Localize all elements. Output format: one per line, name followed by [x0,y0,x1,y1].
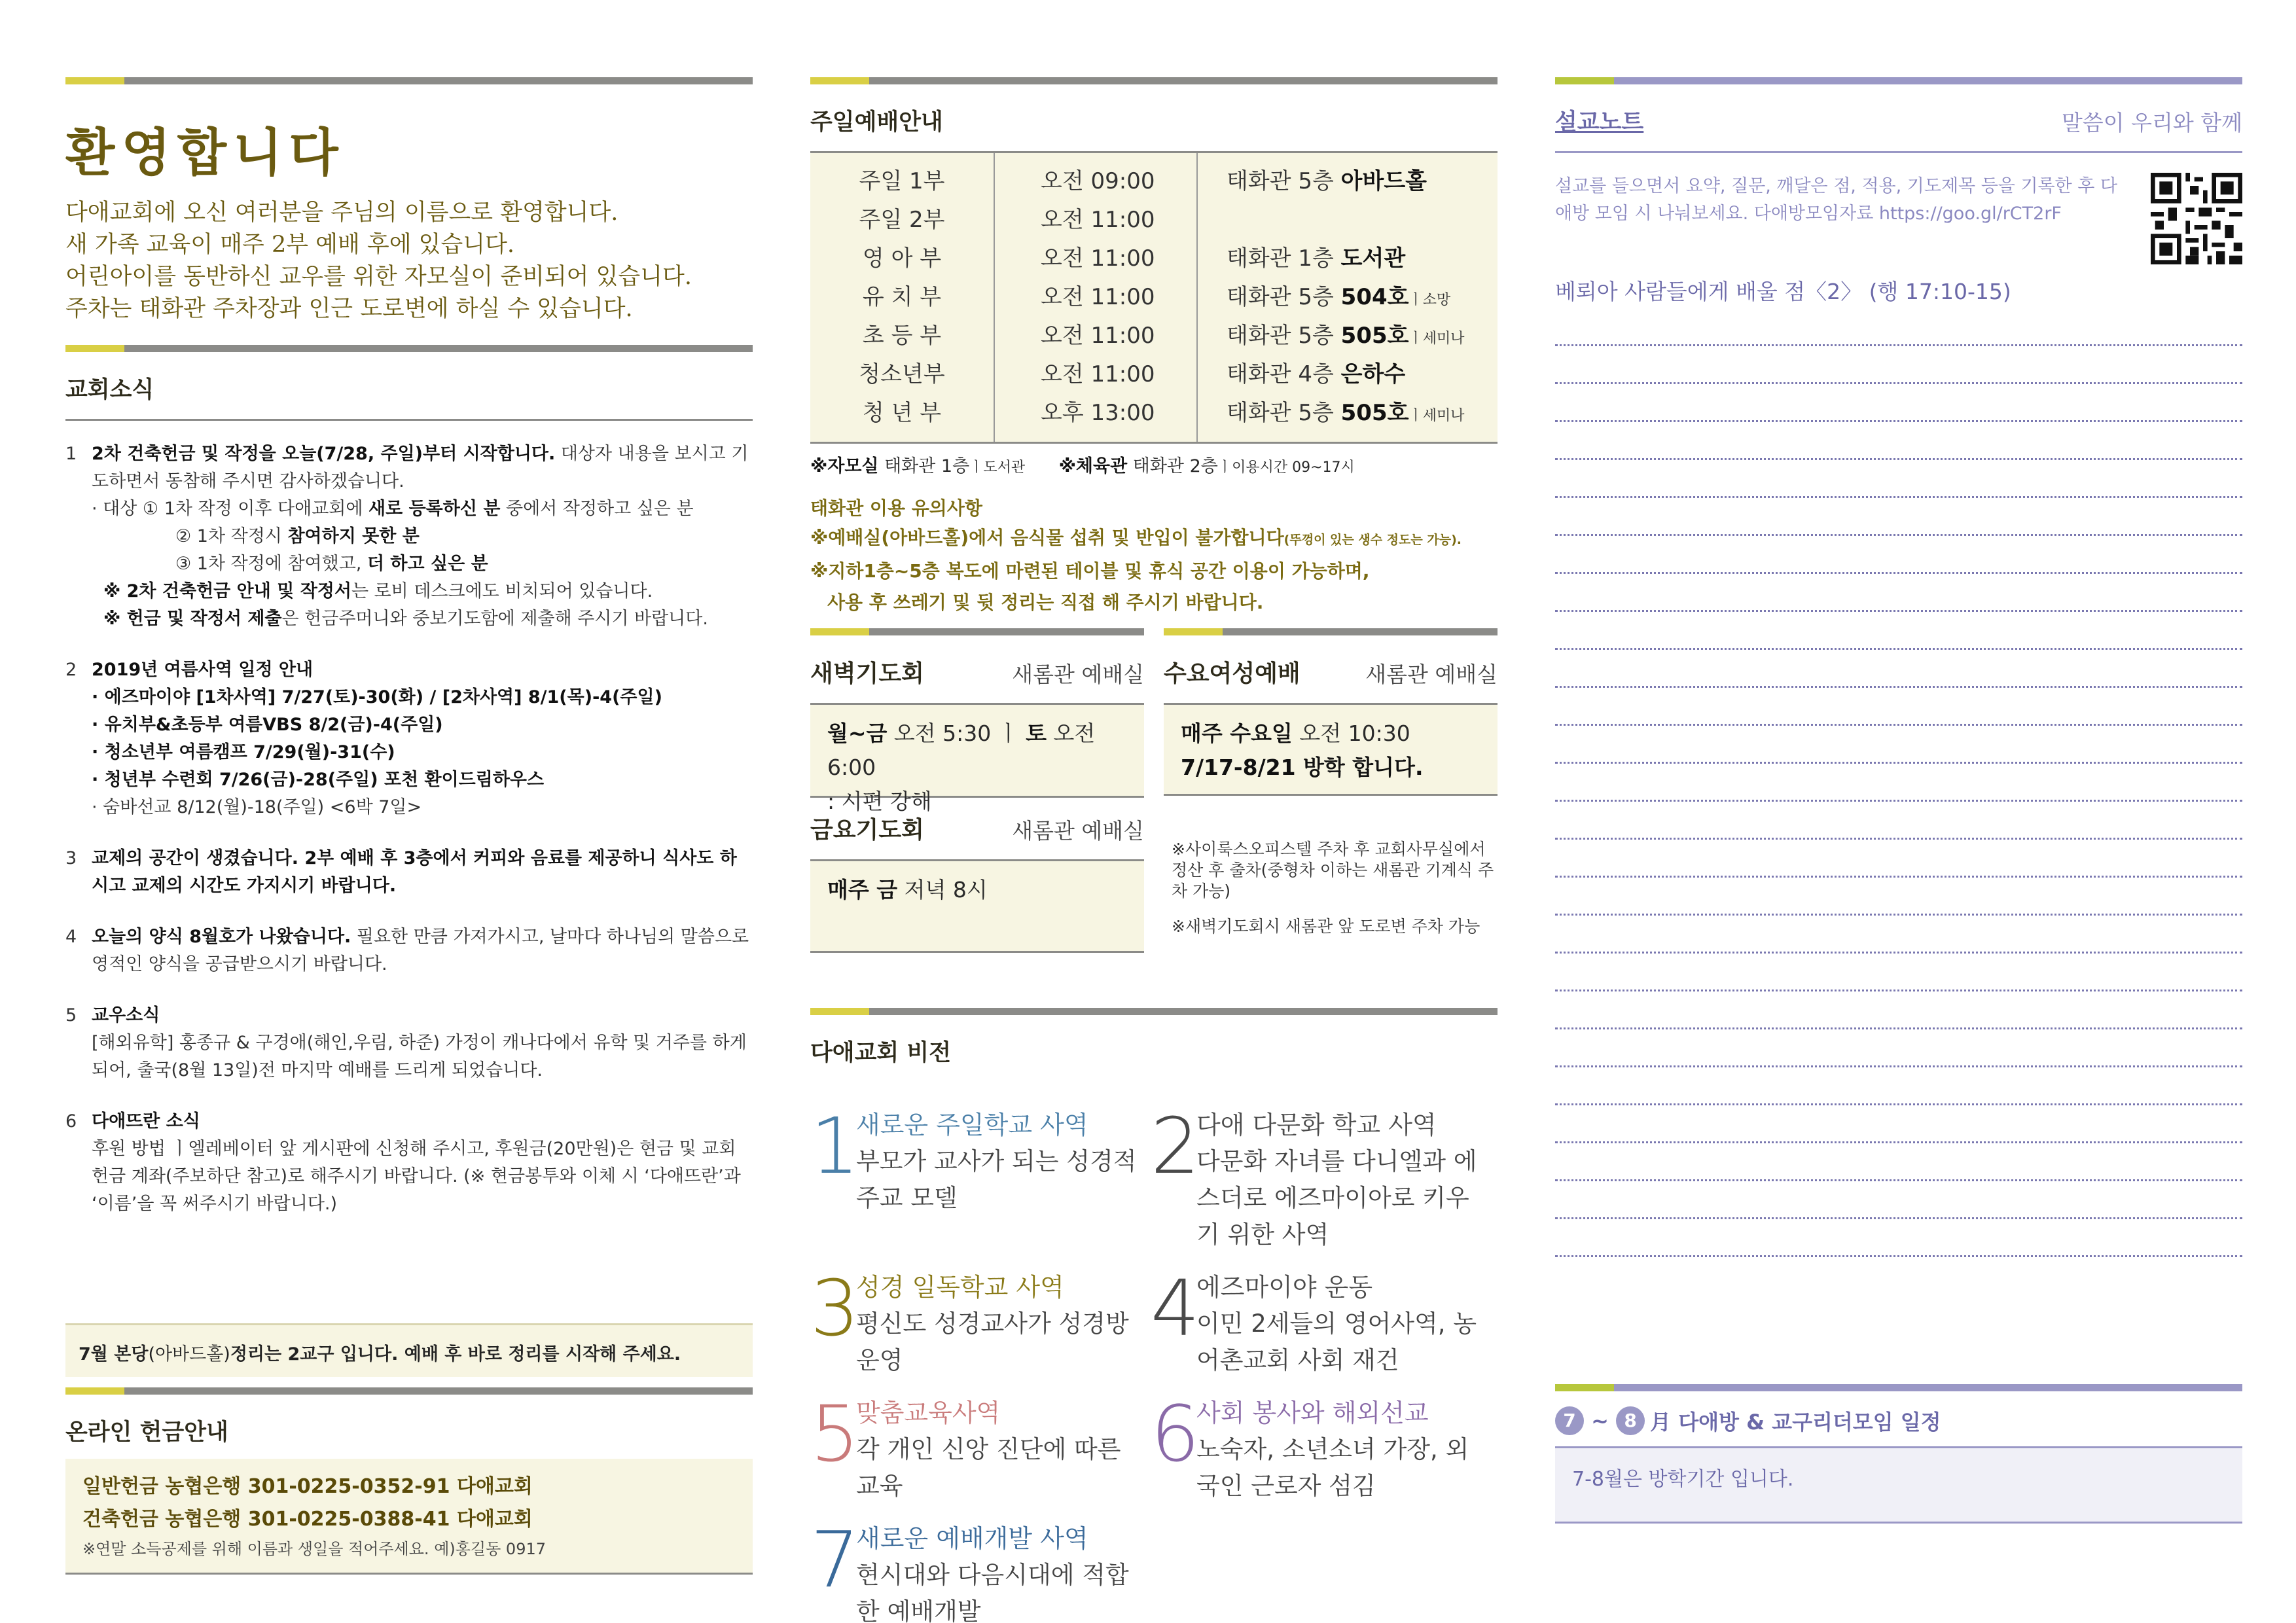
worship-table [810,153,1498,444]
parking-note: ※사이룩스오피스텔 주차 후 교회사무실에서 정산 후 출차(중형차 이하는 새롬관 기계식 주차 가능) [1172,840,1494,901]
news-line: · 숨바선교 8/12(월)-18(주일) <6박 7일> [92,797,422,817]
place-extra: ㅣ세미나 [1408,330,1465,347]
vision-num: 3 [810,1263,860,1353]
dawn-box [810,705,1144,814]
note-lines[interactable] [1555,308,2242,1257]
dawn-title: 새벽기도회 [810,660,924,687]
worship-place [1227,355,1498,394]
news-text: 후원 방법 ㅣ엘레베이터 앞 게시판에 신청해 주시고, 후원금(20만원)은 현금 및 교회헌금 계좌(주보하단 참고)로 해주시기 바랍니다. (※ 현금봉투와 이체 시 ‘다애뜨란’과 ‘이름’을 꼭 써주시기 바랍니다.) [92,1139,741,1214]
vision-num: 2 [1151,1101,1200,1191]
note-line[interactable] [1555,840,2242,878]
dawn-days: 토 [1026,721,1047,746]
month-badge: 7 [1555,1406,1584,1435]
news-lead: 오늘의 양식 8월호가 나왔습니다. [92,927,351,947]
vision-title: 맞춤교육사역 [856,1399,1001,1427]
rules [810,522,1498,618]
vision-title: 새로운 주일학교 사역 [856,1111,1088,1139]
vision-body: 이민 2세들의 영어사역, 농어촌교회 사회 재건 [1196,1310,1477,1374]
women-header [1164,635,1498,703]
news-bold: ※ 2차 건축헌금 안내 및 작정서 [103,581,351,601]
news-item [65,440,753,633]
news-num: 4 [65,927,77,947]
news-list [65,440,753,1218]
vision-item [810,1389,1151,1505]
news-text: ② 1차 작정시 [175,526,288,546]
friday-time: 저녁 8시 [897,877,988,902]
note-line[interactable] [1555,346,2242,384]
vision-item [1151,1101,1491,1253]
worship-name: 영 아 부 [862,245,942,272]
women-place: 새롬관 예배실 [1365,662,1498,687]
worship-time: 오전 11:00 [1041,245,1155,272]
news-line: · 에즈마이야 [1차사역] 7/27(토)-30(화) / [2차사역] 8/1(목)-4(주일) [92,687,662,707]
note-line[interactable] [1555,802,2242,840]
cleanup-notice [65,1323,753,1377]
vision-num: 5 [810,1389,860,1479]
online-box [65,1459,753,1575]
worship-time: 오후 13:00 [1041,400,1155,426]
note-line[interactable] [1555,422,2242,460]
news-text: · 대상 ① 1차 작정 이후 다애교회에 [92,499,369,519]
dawn-prayer [810,628,1144,814]
note-line[interactable] [1555,574,2242,612]
note-bold: ※체육관 [1058,456,1128,476]
women-title: 수요여성예배 [1164,660,1300,687]
rule-text: 사용 후 쓰레기 및 뒷 정리는 직접 해 주시기 바랍니다. [827,592,1264,613]
worship-name: 주일 2부 [859,207,945,233]
news-line: · 청년부 수련회 7/26(금)-28(주일) 포천 환이드림하우스 [92,770,545,790]
section-bar [1555,1384,2242,1391]
place-text: 태화관 5층 [1227,400,1341,426]
rule-text: ※예배실(아바드홀)에서 음식물 섭취 및 반입이 불가합니다 [810,527,1284,548]
place-text: 태화관 5층 [1227,168,1341,194]
vision-body: 부모가 교사가 되는 성경적 주교 모델 [856,1147,1137,1212]
section-bar [1555,77,2242,84]
news-num: 1 [65,444,77,464]
news-text: 는 로비 데스크에도 비치되어 있습니다. [351,581,653,601]
schedule-sep: ~ [1584,1408,1617,1433]
dawn-days: 월~금 [827,721,888,746]
note-line[interactable] [1555,498,2242,536]
vision-item [810,1263,1151,1379]
women-time: 오전 10:30 [1292,721,1410,746]
vision-grid [810,1101,1498,1623]
place-text: 태화관 1층 [1227,245,1341,272]
section-bar [810,628,1144,635]
vision-body: 각 개인 신앙 진단에 따른 교육 [856,1435,1121,1500]
place-room: 504호 [1340,284,1409,310]
worship-time: 오전 09:00 [1041,168,1155,194]
dawn-topic: : 시편 강해 [827,789,932,814]
vision-item [810,1514,1151,1623]
note-line[interactable] [1555,1029,2242,1067]
news-num: 6 [65,1111,77,1132]
news-lead: 2차 건축헌금 및 작정을 오늘(7/28, 주일)부터 시작합니다. [92,444,556,464]
place-text: 태화관 4층 [1227,361,1341,387]
women-note: 7/17-8/21 방학 합니다. [1181,755,1424,780]
friday-prayer [810,805,1144,953]
worship-name: 청 년 부 [862,400,942,426]
welcome-line: 새 가족 교육이 매주 2부 예배 후에 있습니다. [65,232,515,258]
note-text: 태화관 1층 [878,456,970,476]
news-text: 필요한 만큼 가져가시고, 날마다 하나님의 말씀으로 영적인 양식을 공급받으시기 바랍니다. [92,927,749,974]
place-room: 은하수 [1340,361,1406,387]
sermon-desc: 설교를 들으면서 요약, 질문, 깨달은 점, 적용, 기도제목 등을 기록한 후 다애방 모임 시 나눠보세요. 다애방모임자료 https://goo.gl/rCT2rF [1555,176,2118,224]
vision-body: 노숙자, 소년소녀 가장, 외국인 근로자 섬김 [1196,1435,1469,1500]
worship-place [1227,317,1498,355]
welcome-line: 어린아이를 동반하신 교우를 위한 자모실이 준비되어 있습니다. [65,264,692,290]
place-room: 505호 [1340,323,1409,349]
note-line[interactable] [1555,954,2242,991]
note-line[interactable] [1555,1067,2242,1105]
facility-note [810,453,1498,482]
women-worship [1164,628,1498,796]
parking-notes [1172,839,1499,937]
note-small: ㅣ이용시간 09~17시 [1217,459,1355,476]
account-line: 건축헌금 농협은행 301-0225-0388-41 다애교회 [82,1508,533,1531]
news-bold: 새로 등록하신 분 [368,499,501,519]
schedule-header [1555,1391,2242,1448]
worship-header: 주일예배안내 [810,84,1498,153]
vision-section [810,1008,1498,1623]
vision-body: 현시대와 다음시대에 적합한 예배개발 [856,1561,1129,1623]
friday-title: 금요기도회 [810,817,924,844]
note-line[interactable] [1555,384,2242,422]
vision-num: 4 [1151,1263,1200,1353]
schedule-text: 7-8월은 방학기간 입니다. [1555,1448,2242,1524]
vision-body: 다문화 자녀를 다니엘과 에스더로 에즈마이아로 키우기 위한 사역 [1196,1147,1477,1249]
place-text: 태화관 5층 [1227,284,1341,310]
rules-title: 태화관 이용 유의사항 [810,497,982,519]
worship-places [1198,153,1498,442]
sermon-title: 베뢰아 사람들에게 배울 점〈2〉 (행 17:10-15) [1555,279,2011,304]
worship-time: 오전 11:00 [1041,284,1155,310]
section-bar [65,77,753,84]
note-line[interactable] [1555,1105,2242,1143]
place-extra: ㅣ소망 [1408,292,1451,308]
worship-name: 초 등 부 [862,323,942,349]
worship-time: 오전 11:00 [1041,361,1155,387]
section-bar [1164,628,1498,635]
note-text: 태화관 2층 [1127,456,1218,476]
place-extra: ㅣ세미나 [1408,408,1465,424]
friday-header [810,805,1144,861]
news-line: · 청소년부 여름캠프 7/29(월)-31(수) [92,742,395,762]
note-small: ㅣ도서관 [969,459,1026,476]
worship-time: 오전 11:00 [1041,207,1155,233]
schedule-label: 月 다애방 & 교구리더모임 일정 [1650,1410,1941,1435]
note-line[interactable] [1555,460,2242,498]
vision-header: 다애교회 비전 [810,1040,952,1066]
cleanup-text: 정리는 2교구 입니다. 예배 후 바로 정리를 시작해 주세요. [230,1344,681,1364]
sermon-intro [1555,173,2242,264]
news-bold: ※ 헌금 및 작정서 제출 [103,609,282,629]
vision-item [810,1101,1151,1253]
worship-time: 오전 11:00 [1041,323,1155,349]
online-offering [65,1387,753,1575]
right-column [1555,77,2242,1257]
vision-body: 평신도 성경교사가 성경방 운영 [856,1310,1129,1374]
welcome-title: 환영합니다 [65,123,345,183]
section-bar [65,1387,753,1395]
section-bar [65,345,753,352]
parking-note: ※새벽기도회시 새롬관 앞 도로변 주차 가능 [1172,917,1480,936]
note-line[interactable] [1555,916,2242,954]
worship-name: 주일 1부 [859,168,945,194]
note-line[interactable] [1555,688,2242,726]
friday-box [810,861,1144,953]
dawn-time: 오전 6:00 [827,721,1096,780]
sermon-tagline: 말씀이 우리와 함께 [2061,110,2242,135]
place-room: 도서관 [1340,245,1406,272]
news-text: [해외유학] 홍종규 & 구경애(해인,우림, 하준) 가정이 캐나다에서 유학 및 거주를 하게되어, 출국(8월 13일)전 마지막 예배를 드리게 되었습니다. [92,1033,747,1080]
note-line[interactable] [1555,308,2242,346]
dawn-time: 오전 5:30 ㅣ [887,721,1026,746]
news-lead: 2019년 여름사역 일정 안내 [92,660,314,680]
vision-title: 다애 다문화 학교 사역 [1196,1111,1437,1139]
news-header: 교회소식 [65,352,753,421]
online-header: 온라인 헌금안내 [65,1419,228,1446]
worship-place [1227,278,1498,317]
vision-num: 1 [810,1101,860,1191]
cleanup-text: 7월 본당 [79,1344,149,1364]
news-item [65,1108,753,1218]
note-bold: ※자모실 [810,456,879,476]
news-text: ③ 1차 작정에 참여했고, [175,554,367,574]
account-line: 일반헌금 농협은행 301-0225-0352-91 다애교회 [82,1475,533,1498]
rule-text: ※지하1층~5층 복도에 마련된 테이블 및 휴식 공간 이용이 가능하며, [810,560,1370,582]
welcome-line: 다애교회에 오신 여러분을 주님의 이름으로 환영합니다. [65,200,619,226]
note-line[interactable] [1555,650,2242,688]
worship-place [1227,240,1498,278]
worship-name: 청소년부 [859,361,945,387]
place-room: 505호 [1340,400,1409,426]
news-lead: 다애뜨란 소식 [92,1111,200,1132]
news-num: 5 [65,1005,77,1026]
women-day: 매주 수요일 [1181,721,1293,746]
sermon-header [1555,84,2242,153]
note-line[interactable] [1555,1143,2242,1181]
place-room: 아바드홀 [1340,168,1427,194]
news-text: 대상자 내용을 보시고 기도하면서 동참해 주시면 감사하겠습니다. [92,444,749,491]
schedule-section [1555,1384,2242,1524]
vision-num: 6 [1151,1389,1200,1479]
qr-code-icon[interactable] [2151,173,2242,264]
vision-item [1151,1263,1491,1379]
news-bold: 더 하고 싶은 분 [367,554,488,574]
worship-names [810,153,995,442]
sermon-title-label: 설교노트 [1555,109,1644,135]
dawn-header [810,635,1144,705]
news-text: 은 헌금주머니와 중보기도함에 제출해 주시기 바랍니다. [281,609,708,629]
friday-place: 새롬관 예배실 [1012,818,1144,844]
news-item [65,656,753,821]
vision-title: 사회 봉사와 해외선교 [1196,1399,1429,1427]
worship-place [1227,162,1498,201]
welcome-line: 주차는 태화관 주차장과 인근 도로변에 하실 수 있습니다. [65,296,633,322]
worship-times [995,153,1198,442]
note-line[interactable] [1555,878,2242,916]
place-text: 태화관 5층 [1227,323,1341,349]
news-item [65,845,753,900]
note-line[interactable] [1555,764,2242,802]
month-badge: 8 [1616,1406,1645,1435]
news-text: 중에서 작정하고 싶은 분 [500,499,694,519]
middle-column [810,77,1498,618]
vision-title: 에즈마이야 운동 [1196,1273,1373,1302]
note-line[interactable] [1555,1181,2242,1219]
friday-day: 매주 금 [827,877,898,902]
news-line: · 유치부&초등부 여름VBS 8/2(금)-4(주일) [92,715,443,735]
news-bold: 참여하지 못한 분 [287,526,420,546]
worship-place [1227,394,1498,433]
news-num: 3 [65,848,77,868]
women-box [1164,703,1498,796]
news-item [65,1002,753,1084]
section-bar [810,77,1498,84]
vision-title: 성경 일독학교 사역 [856,1273,1064,1302]
online-note: ※연말 소득공제를 위해 이름과 생일을 적어주세요. 예)홍길동 0917 [82,1540,546,1558]
vision-title: 새로운 예배개발 사역 [856,1524,1088,1553]
note-line[interactable] [1555,536,2242,574]
left-column [65,77,753,1241]
vision-item [1151,1389,1491,1505]
news-lead: 교우소식 [92,1005,160,1026]
worship-name: 유 치 부 [862,284,942,310]
note-line[interactable] [1555,991,2242,1029]
worship-place [1227,201,1498,240]
dawn-place: 새롬관 예배실 [1012,662,1144,687]
news-num: 2 [65,660,77,680]
rule-small: (뚜껑이 있는 생수 정도는 가능). [1283,533,1462,547]
news-item [65,923,753,978]
section-bar [810,1008,1498,1015]
cleanup-text: (아바드홀) [148,1344,230,1364]
note-line[interactable] [1555,1219,2242,1257]
note-line[interactable] [1555,612,2242,650]
news-text: 교제의 공간이 생겼습니다. 2부 예배 후 3층에서 커피와 음료를 제공하니 식사도 하시고 교제의 시간도 가지시기 바랍니다. [92,848,737,896]
note-line[interactable] [1555,726,2242,764]
welcome-text [65,197,753,325]
vision-num: 7 [810,1514,860,1605]
